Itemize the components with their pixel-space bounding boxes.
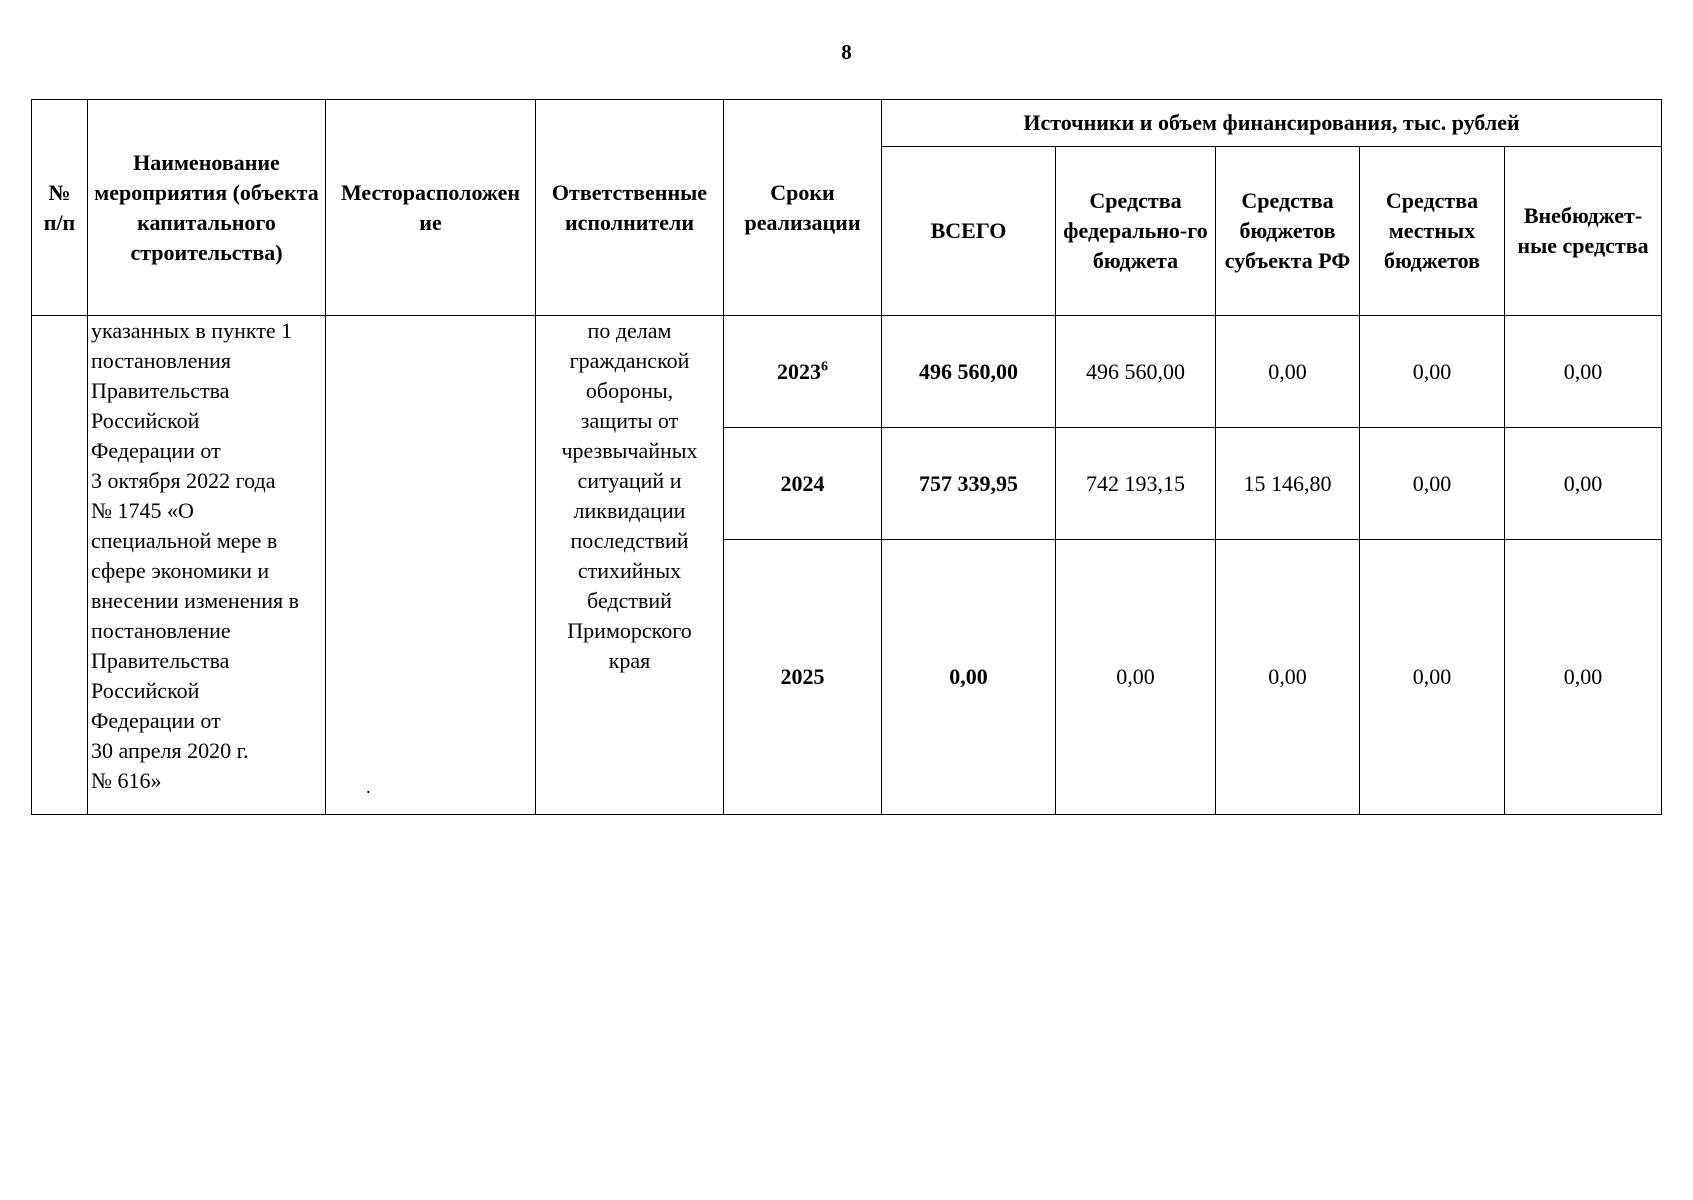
local-cell: 0,00	[1360, 428, 1505, 540]
year-cell	[724, 540, 882, 815]
year-cell	[724, 428, 882, 540]
financing-table	[31, 99, 1662, 815]
subject-cell: 15 146,80	[1216, 428, 1360, 540]
total-cell: 757 339,95	[882, 428, 1056, 540]
extra-cell: 0,00	[1505, 428, 1662, 540]
local-cell: 0,00	[1360, 316, 1505, 428]
location-cell	[326, 316, 536, 815]
table-row	[32, 316, 1662, 428]
header-sources: Источники и объем финансирования, тыс. рублей	[882, 100, 1662, 147]
executors-cell: по делам гражданской обороны, защиты от чрезвычайных ситуаций и ликвидации последствий стихийных бедствий Приморского края	[536, 316, 724, 815]
total-cell: 496 560,00	[882, 316, 1056, 428]
year-value: 2025	[780, 664, 825, 689]
total-cell: 0,00	[882, 540, 1056, 815]
location-mark: .	[366, 777, 371, 797]
header-name: Наименование мероприятия (объекта капитального строительства)	[88, 100, 326, 316]
header-executors: Ответственные исполнители	[536, 100, 724, 316]
federal-cell: 0,00	[1056, 540, 1216, 815]
year-value: 2023	[777, 358, 821, 384]
header-local: Средства местных бюджетов	[1360, 147, 1505, 316]
event-name-cell: указанных в пункте 1 постановления Правительства Российской Федерации от 3 октября 2022 года № 1745 «О специальной мере в сфере экономики и внесении изменения в постановление Правительства Российской Федерации от 30 апреля 2020 г. № 616»	[88, 316, 326, 815]
header-location: Месторасположен ие	[326, 100, 536, 316]
federal-cell: 496 560,00	[1056, 316, 1216, 428]
subject-cell: 0,00	[1216, 316, 1360, 428]
header-subject: Средства бюджетов субъекта РФ	[1216, 147, 1360, 316]
header-extra: Внебюджет-ные средства	[1505, 147, 1662, 316]
local-cell: 0,00	[1360, 540, 1505, 815]
header-terms: Сроки реализации	[724, 100, 882, 316]
year-cell	[724, 316, 882, 428]
extra-cell: 0,00	[1505, 540, 1662, 815]
year-footnote: 6	[821, 359, 828, 375]
header-num: № п/п	[32, 100, 88, 316]
federal-cell: 742 193,15	[1056, 428, 1216, 540]
year-value: 2024	[780, 470, 825, 496]
extra-cell: 0,00	[1505, 316, 1662, 428]
header-total: ВСЕГО	[882, 147, 1056, 316]
subject-cell: 0,00	[1216, 540, 1360, 815]
row-num-cell	[32, 316, 88, 815]
header-row-top	[32, 100, 1662, 147]
header-federal: Средства федерально-го бюджета	[1056, 147, 1216, 316]
page-number: 8	[841, 40, 852, 64]
